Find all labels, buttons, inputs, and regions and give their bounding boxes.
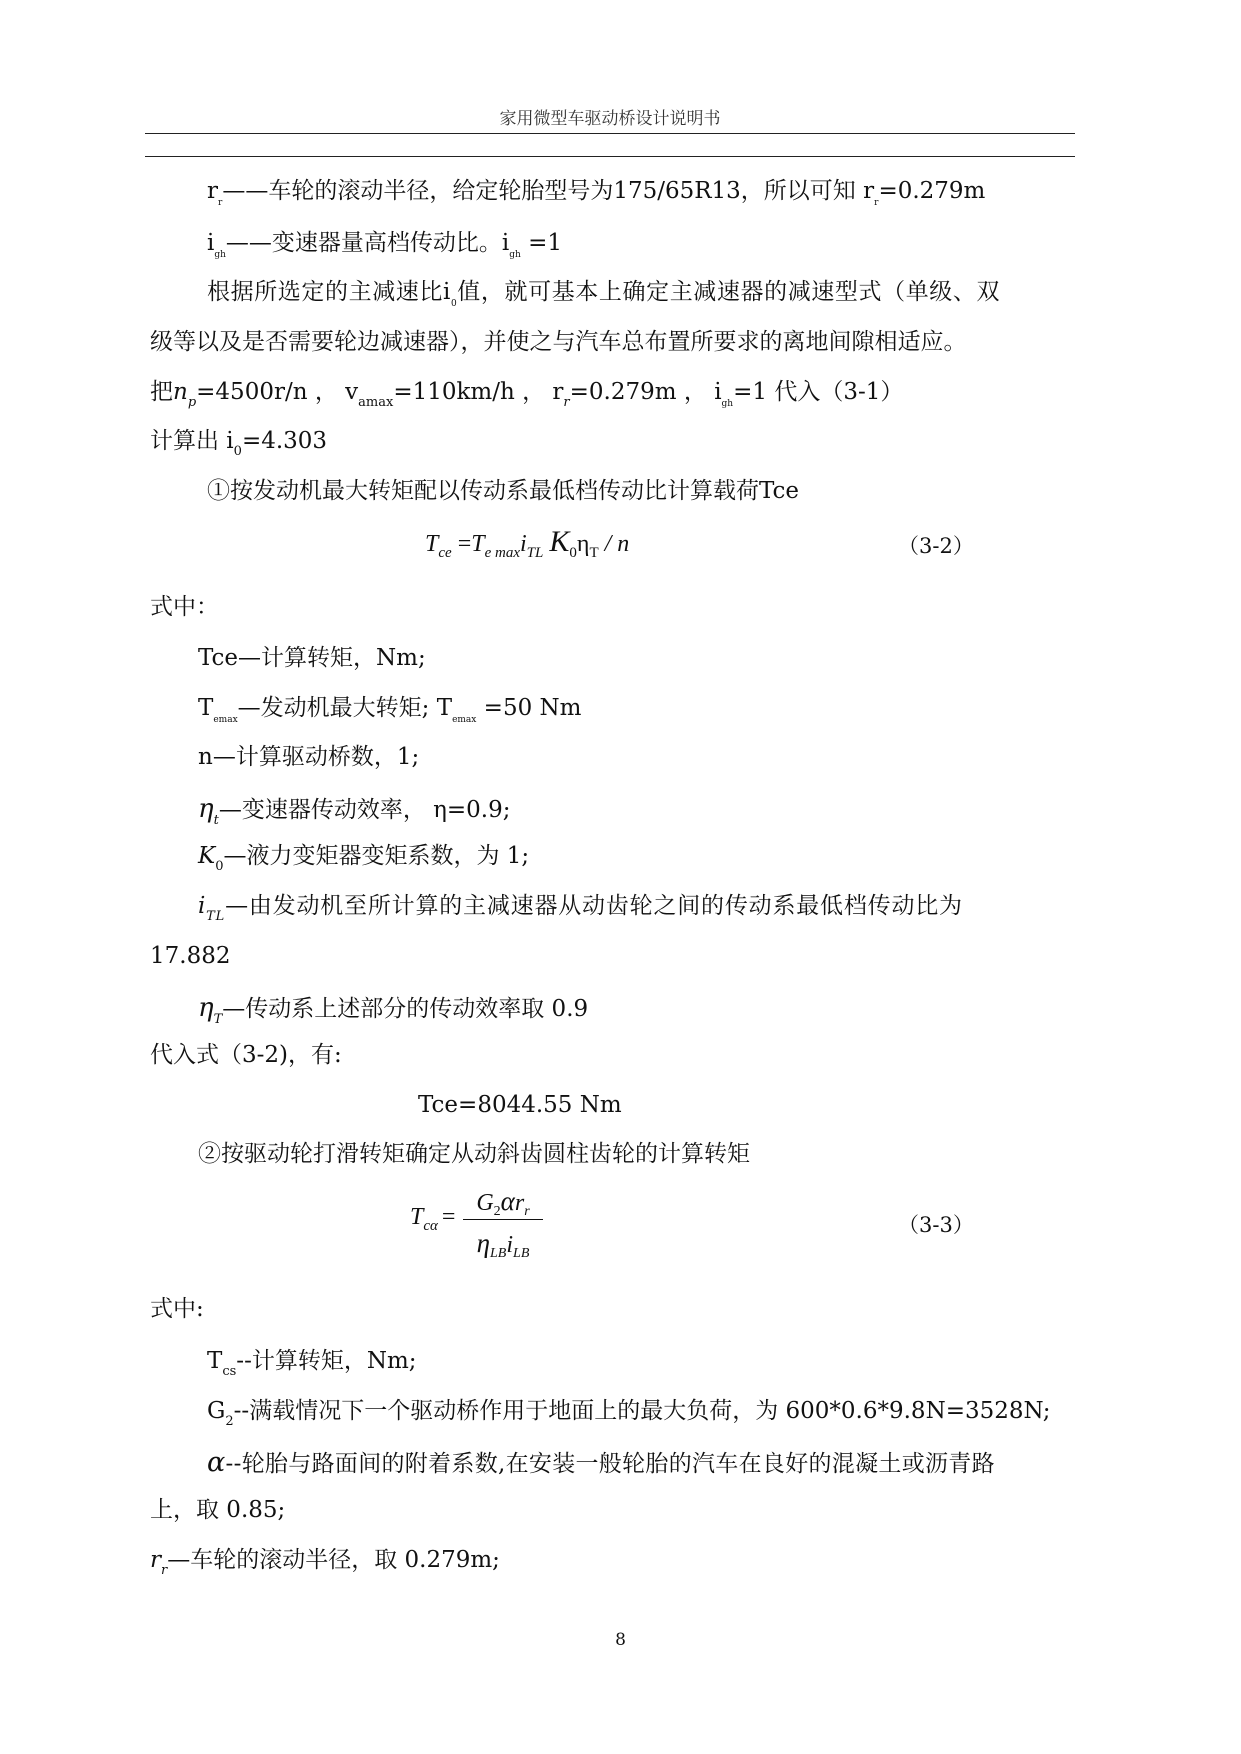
def-rr: $r_r—$车轮的滚动半径，取 0.279m; [150, 1547, 500, 1578]
def-n: n—计算驱动桥数，1; [198, 744, 420, 770]
equation-number-3-2: （3-2） [898, 534, 974, 558]
formula-3-2: $T_{ce} =T_{e max}i_{TL}$ $K_0\eta_T$ / n [425, 525, 630, 561]
def-itl-value: 17.882 [150, 943, 231, 969]
para-result-i0: 计算出 $i_0=4.303$ [150, 428, 328, 459]
para-substitute-3-2: 代入式（3-2)，有: [150, 1042, 342, 1068]
para-reduction-type-cont: 级等以及是否需要轮边减速器），并使之与汽车总布置所要求的离地间隙相适应。 [150, 329, 967, 355]
def-eta-T: $\eta_T—$传动系上述部分的传动效率取 0.9 [198, 993, 589, 1027]
def-temax: $T_{emax}—$发动机最大转矩; $T_{emax} =50$ Nm [198, 695, 582, 725]
page-header: 家用微型车驱动桥设计说明书 [499, 109, 721, 129]
section-heading-1: ①按发动机最大转矩配以传动系最低档传动比计算载荷Tce [207, 478, 800, 504]
header-rule-bottom [145, 156, 1075, 157]
def-tcs: $T_{cs}--$计算转矩，Nm; [207, 1348, 417, 1379]
page-number: 8 [615, 1630, 626, 1650]
def-tce: Tce—计算转矩，Nm; [198, 645, 426, 671]
equation-number-3-3: （3-3） [898, 1213, 974, 1237]
label-where-2: 式中: [150, 1296, 204, 1322]
result-tce: Tce=8044.55 Nm [418, 1092, 622, 1118]
para-rolling-radius: $r_r——$车轮的滚动半径，给定轮胎型号为175/65R13，所以可知 $r_r=0.279m$ [207, 178, 986, 208]
def-itl: $i_{TL}—$由发动机至所计算的主减速器从动齿轮之间的传动系最低档传动比为 [198, 893, 963, 924]
fraction-bar [463, 1219, 543, 1220]
def-alpha-cont: 上，取 0.85; [150, 1497, 286, 1523]
formula-3-3-numerator: $G_2\alpha r_r$ [476, 1186, 530, 1219]
formula-3-3-lhs: $T_{c\alpha}$ = [410, 1204, 456, 1234]
def-alpha: α--轮胎与路面间的附着系数,在安装一般轮胎的汽车在良好的混凝土或沥青路 [207, 1447, 995, 1478]
para-gear-ratio: $i_{gh}——$变速器量高档传动比。$i_{gh} =1$ [207, 230, 563, 260]
formula-3-3-denominator: $\eta_{LB}i_{LB}$ [476, 1228, 530, 1261]
def-k0: $K_0—$液力变矩器变矩系数，为 1; [198, 843, 530, 874]
section-heading-2: ②按驱动轮打滑转矩确定从动斜齿圆柱齿轮的计算转矩 [198, 1141, 750, 1167]
para-substitution: 把$n_p=4500r/n$ ， $v_{amax}=110km/h$ ， $r_r=0.279m$ ， $i_{gh}=1$ 代入（3-1） [150, 379, 904, 410]
para-reduction-type: 根据所选定的主减速比$i_0$值，就可基本上确定主减速器的减速型式（单级、双 [207, 279, 1001, 309]
header-rule-top [145, 133, 1075, 134]
def-eta-t: $\eta_t—$变速器传动效率， η=0.9; [198, 794, 511, 828]
label-where-1: 式中： [150, 594, 219, 620]
def-g2: $G_2--$满载情况下一个驱动桥作用于地面上的最大负荷，为 600*0.6*9.8N=3528N; [207, 1398, 1051, 1429]
